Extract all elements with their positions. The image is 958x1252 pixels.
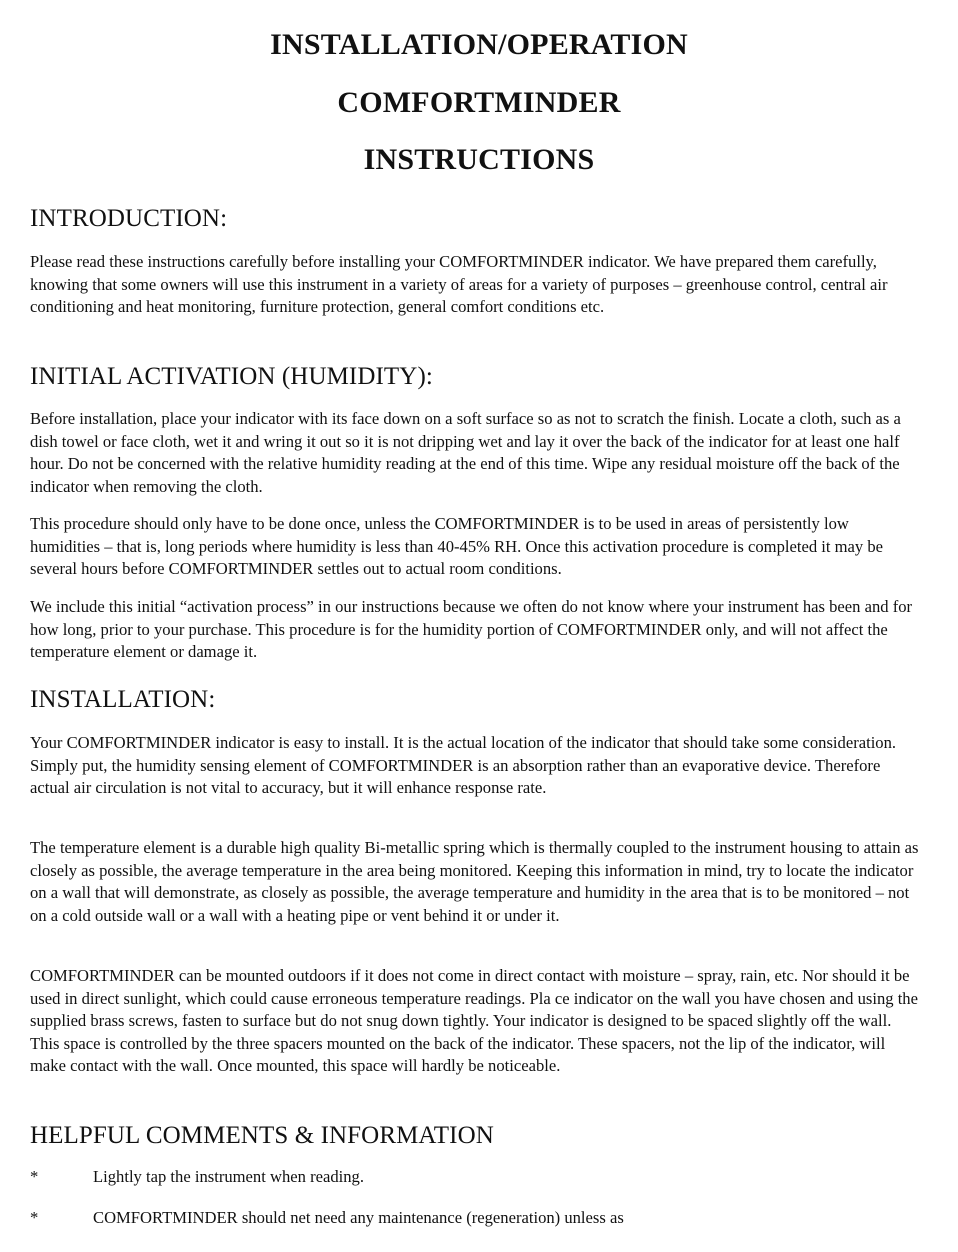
document-title-line-3: INSTRUCTIONS	[363, 143, 595, 176]
installation-paragraph-3: COMFORTMINDER can be mounted outdoors if it does not come in direct contact with moisture – spray, rain, etc. Nor should it be used in direct sunlight, which could cause erroneous temperature readings. Pla ce indicator on the wall you have chosen and using the supplied brass screws, fasten to surface but do not snug down tightly. Your indicator is designed to be spaced slightly off the wall. This space is controlled by the three spacers mounted on the back of the indicator. These spacers, not the lip of the indicator, will make contact with the wall. Once mounted, this space will hardly be noticeable.	[30, 966, 918, 1076]
initial-activation-heading: INITIAL ACTIVATION (HUMIDITY):	[30, 363, 433, 390]
bullet-asterisk: *	[30, 1208, 39, 1227]
document-title-line-1: INSTALLATION/OPERATION	[270, 28, 688, 61]
helpful-comments-heading: HELPFUL COMMENTS & INFORMATION	[30, 1122, 494, 1149]
installation-paragraph-1: Your COMFORTMINDER indicator is easy to install. It is the actual location of the indicator that should take some consideration. Simply put, the humidity sensing element of COMFORTMINDER is an absorption rather than an evaporative device. Therefore actual air circulation is not vital to accuracy, but it will enhance response rate.	[30, 733, 897, 798]
installation-heading: INSTALLATION:	[30, 686, 216, 713]
introduction-heading: INTRODUCTION:	[30, 205, 228, 232]
document-title-line-2: COMFORTMINDER	[337, 86, 621, 119]
bullet-asterisk: *	[30, 1167, 39, 1186]
initial-activation-paragraph-1: Before installation, place your indicator with its face down on a soft surface so as not to scratch the finish. Locate a cloth, such as a dish towel or face cloth, wet it and wring it out so it is not dripping wet and lay it over the back of the indicator for at least one half hour. Do not be concerned with the relative humidity reading at the end of this time. Wipe any residual moisture off the back of the indicator when removing the cloth.	[30, 409, 901, 496]
initial-activation-paragraph-2: This procedure should only have to be done once, unless the COMFORTMINDER is to be used in areas of persistently low humidities – that is, long periods where humidity is less than 40-45% RH. Once this activation procedure is completed it may be several hours before COMFORTMINDER settles out to actual room conditions.	[30, 514, 884, 579]
installation-paragraph-2: The temperature element is a durable high quality Bi-metallic spring which is thermally coupled to the instrument housing to attain as closely as possible, the average temperature in the area being monitored. Keeping this information in mind, try to locate the indicator on a wall that will demonstrate, as closely as possible, the average temperature and humidity in the area that is to be monitored – not on a cold outside wall or a wall with a heating pipe or vent behind it or under it.	[30, 838, 919, 925]
bullet-text: COMFORTMINDER should net need any maintenance (regeneration) unless as	[93, 1208, 624, 1227]
initial-activation-paragraph-3: We include this initial “activation process” in our instructions because we often do not know where your instrument has been and for how long, prior to your purchase. This procedure is for the humidity portion of COMFORTMINDER only, and will not affect the temperature element or damage it.	[30, 597, 913, 662]
introduction-paragraph: Please read these instructions carefully before installing your COMFORTMINDER indicator. We have prepared them carefully, knowing that some owners will use this instrument in a variety of areas for a variety of purposes – greenhouse control, central air conditioning and heat monitoring, furniture protection, general comfort conditions etc.	[30, 252, 888, 317]
bullet-text: Lightly tap the instrument when reading.	[93, 1167, 364, 1186]
